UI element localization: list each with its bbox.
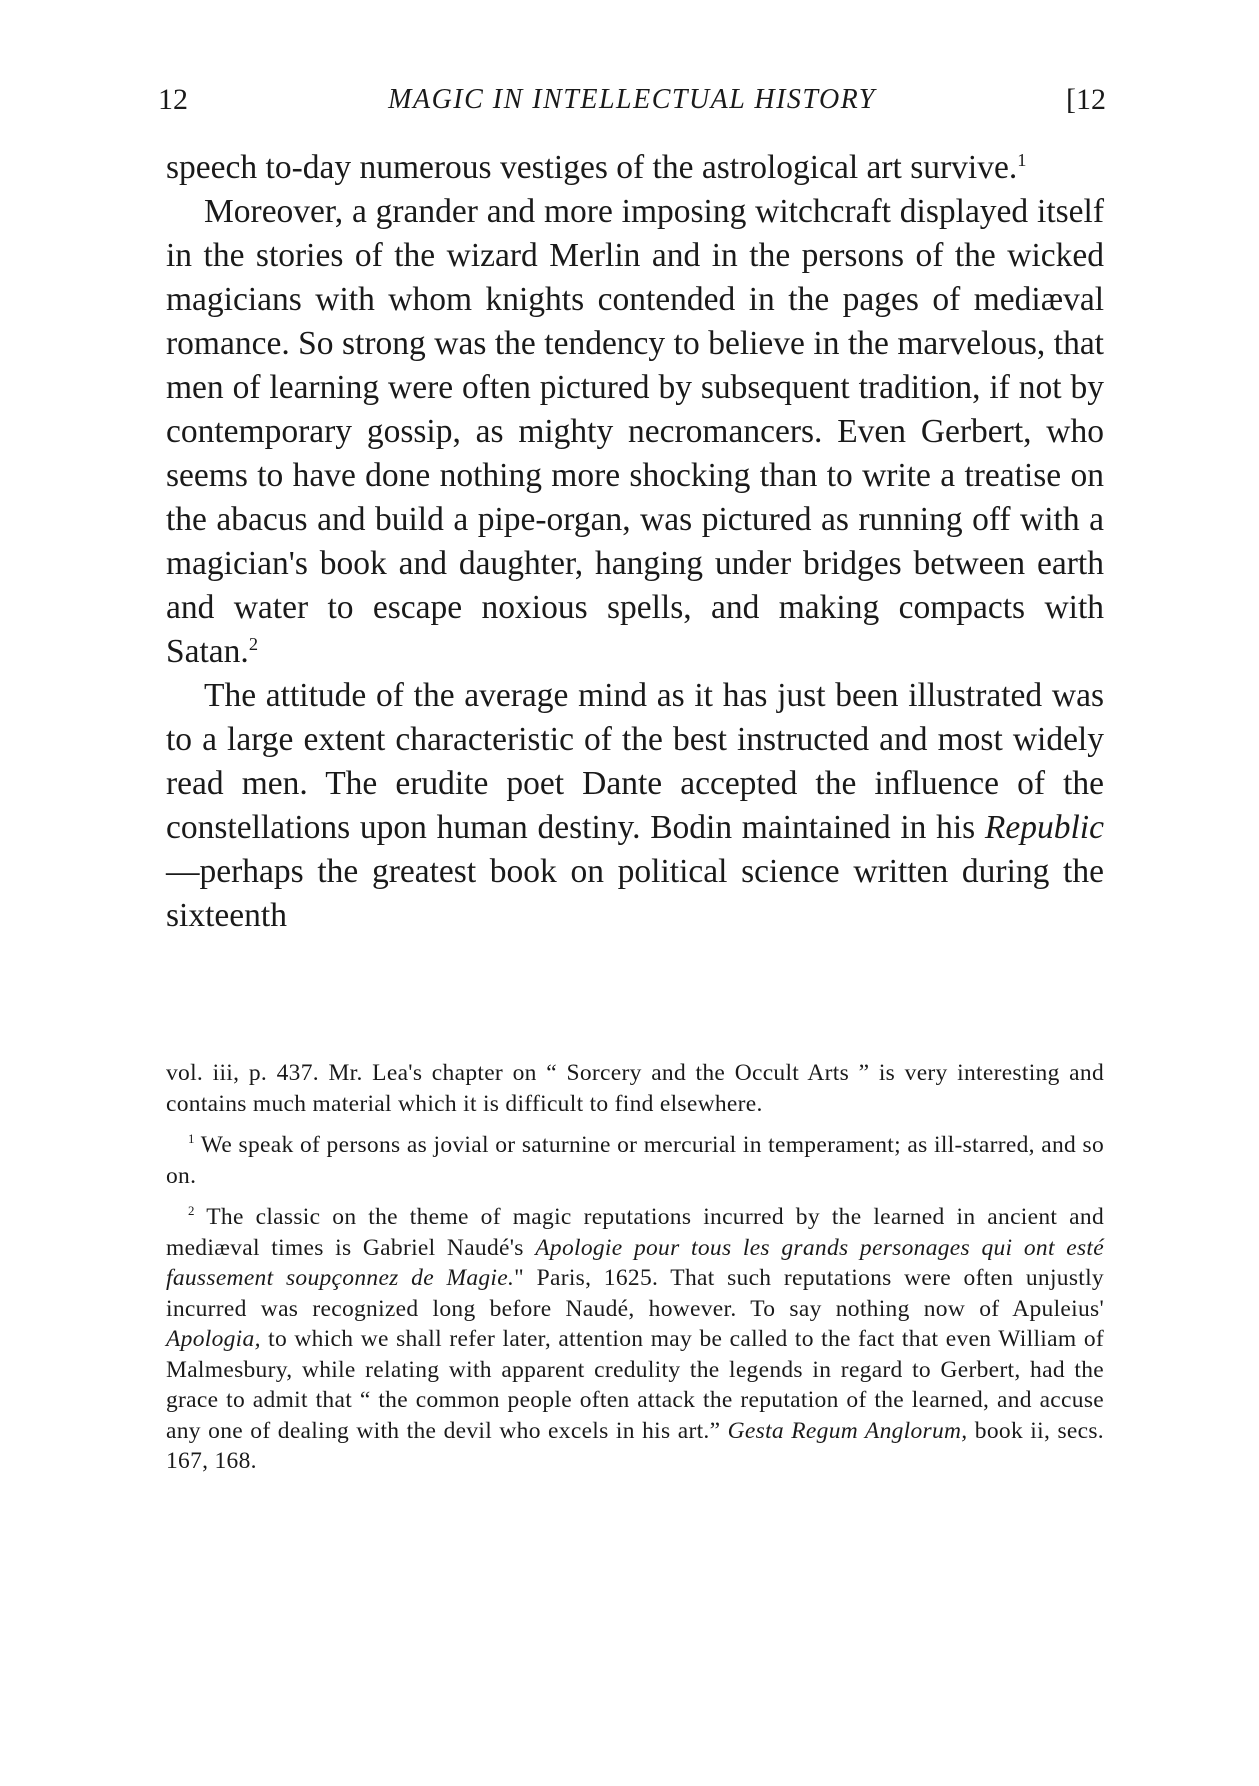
marginal-page-reference: [12 — [1066, 83, 1106, 116]
footnote-1-text: We speak of persons as jovial or saturnine or mercurial in temperament; as ill-starred, and so on. — [166, 1132, 1104, 1189]
paragraph-continued — [166, 146, 1104, 190]
page-header — [158, 80, 1106, 120]
paragraph-2-text: Moreover, a grander and more imposing witchcraft displayed itself in the stories of the wizard Merlin and in the persons of the wicked magicians with whom knights contended in the pages of mediæval romance. So strong was the tendency to believe in the marvelous, that men of learning were often pictured by subsequent tradition, if not by contemporary gossip, as mighty necromancers. Even Gerbert, who seems to have done nothing more shocking than to write a treatise on the abacus and build a pipe-organ, was pictured as running off with a magician's book and daughter, hanging under bridges between earth and water to escape noxious spells, and making compacts with Satan. — [166, 193, 1104, 670]
footnote-2-text-c: to which we shall refer later, attention may be called to the fact that even William of Malmesbury, while relating with apparent credulity the legends in regard to Gerbert, had the grace to admit that “ the common people often attack the reputation of the learned, and accuse any one of dealing with the devil who excels in his art.” — [166, 1326, 1104, 1444]
footnote-ref-2: 2 — [248, 633, 259, 654]
page-number: 12 — [158, 83, 188, 116]
footnote-1-mark: 1 — [188, 1131, 195, 1147]
footnote-2-italic-gesta: Gesta Regum Anglorum, — [727, 1417, 968, 1444]
footnote-2-text-d: book ii, secs. 167, 168. — [166, 1417, 1104, 1474]
paragraph-3 — [166, 674, 1104, 938]
paragraph-3-text-b: —perhaps the greatest book on political science written during the sixteenth — [166, 853, 1104, 934]
footnote-continued-text: vol. iii, p. 437. Mr. Lea's chapter on “ Sorcery and the Occult Arts ” is very interesting and contains much material which it is difficult to find elsewhere. — [166, 1060, 1104, 1117]
footnote-2-text-b: " Paris, 1625. That such reputations were often unjustly incurred was recognized long before Naudé, however. To say nothing now of Apuleius' — [166, 1265, 1104, 1322]
footnote-1 — [166, 1130, 1104, 1191]
footnote-2-italic-apologie: Apologie pour tous les grands personages qui ont esté faussement soupçonnez de Magie. — [166, 1234, 1104, 1291]
footnote-2-text-a: The classic on the theme of magic reputations incurred by the learned in ancient and mediæval times is Gabriel Naudé's — [166, 1204, 1104, 1261]
footnote-2 — [166, 1202, 1104, 1477]
footnotes — [166, 1058, 1104, 1488]
paragraph-1-text: speech to-day numerous vestiges of the astrological art survive. — [166, 149, 1018, 186]
main-text — [166, 146, 1104, 938]
republic-title: Republic — [984, 809, 1104, 846]
paragraph-3-text-a: The attitude of the average mind as it has just been illustrated was to a large extent characteristic of the best instructed and most widely read men. The erudite poet Dante accepted the influence of the constellations upon human destiny. Bodin maintained in his — [166, 677, 1104, 846]
footnote-2-italic-apologia: Apologia, — [166, 1326, 261, 1352]
footnote-2-mark: 2 — [188, 1203, 195, 1219]
footnote-ref-1: 1 — [1017, 149, 1027, 170]
paragraph-2 — [166, 190, 1104, 674]
footnote-continued — [166, 1058, 1104, 1119]
running-title: MAGIC IN INTELLECTUAL HISTORY — [388, 84, 876, 115]
